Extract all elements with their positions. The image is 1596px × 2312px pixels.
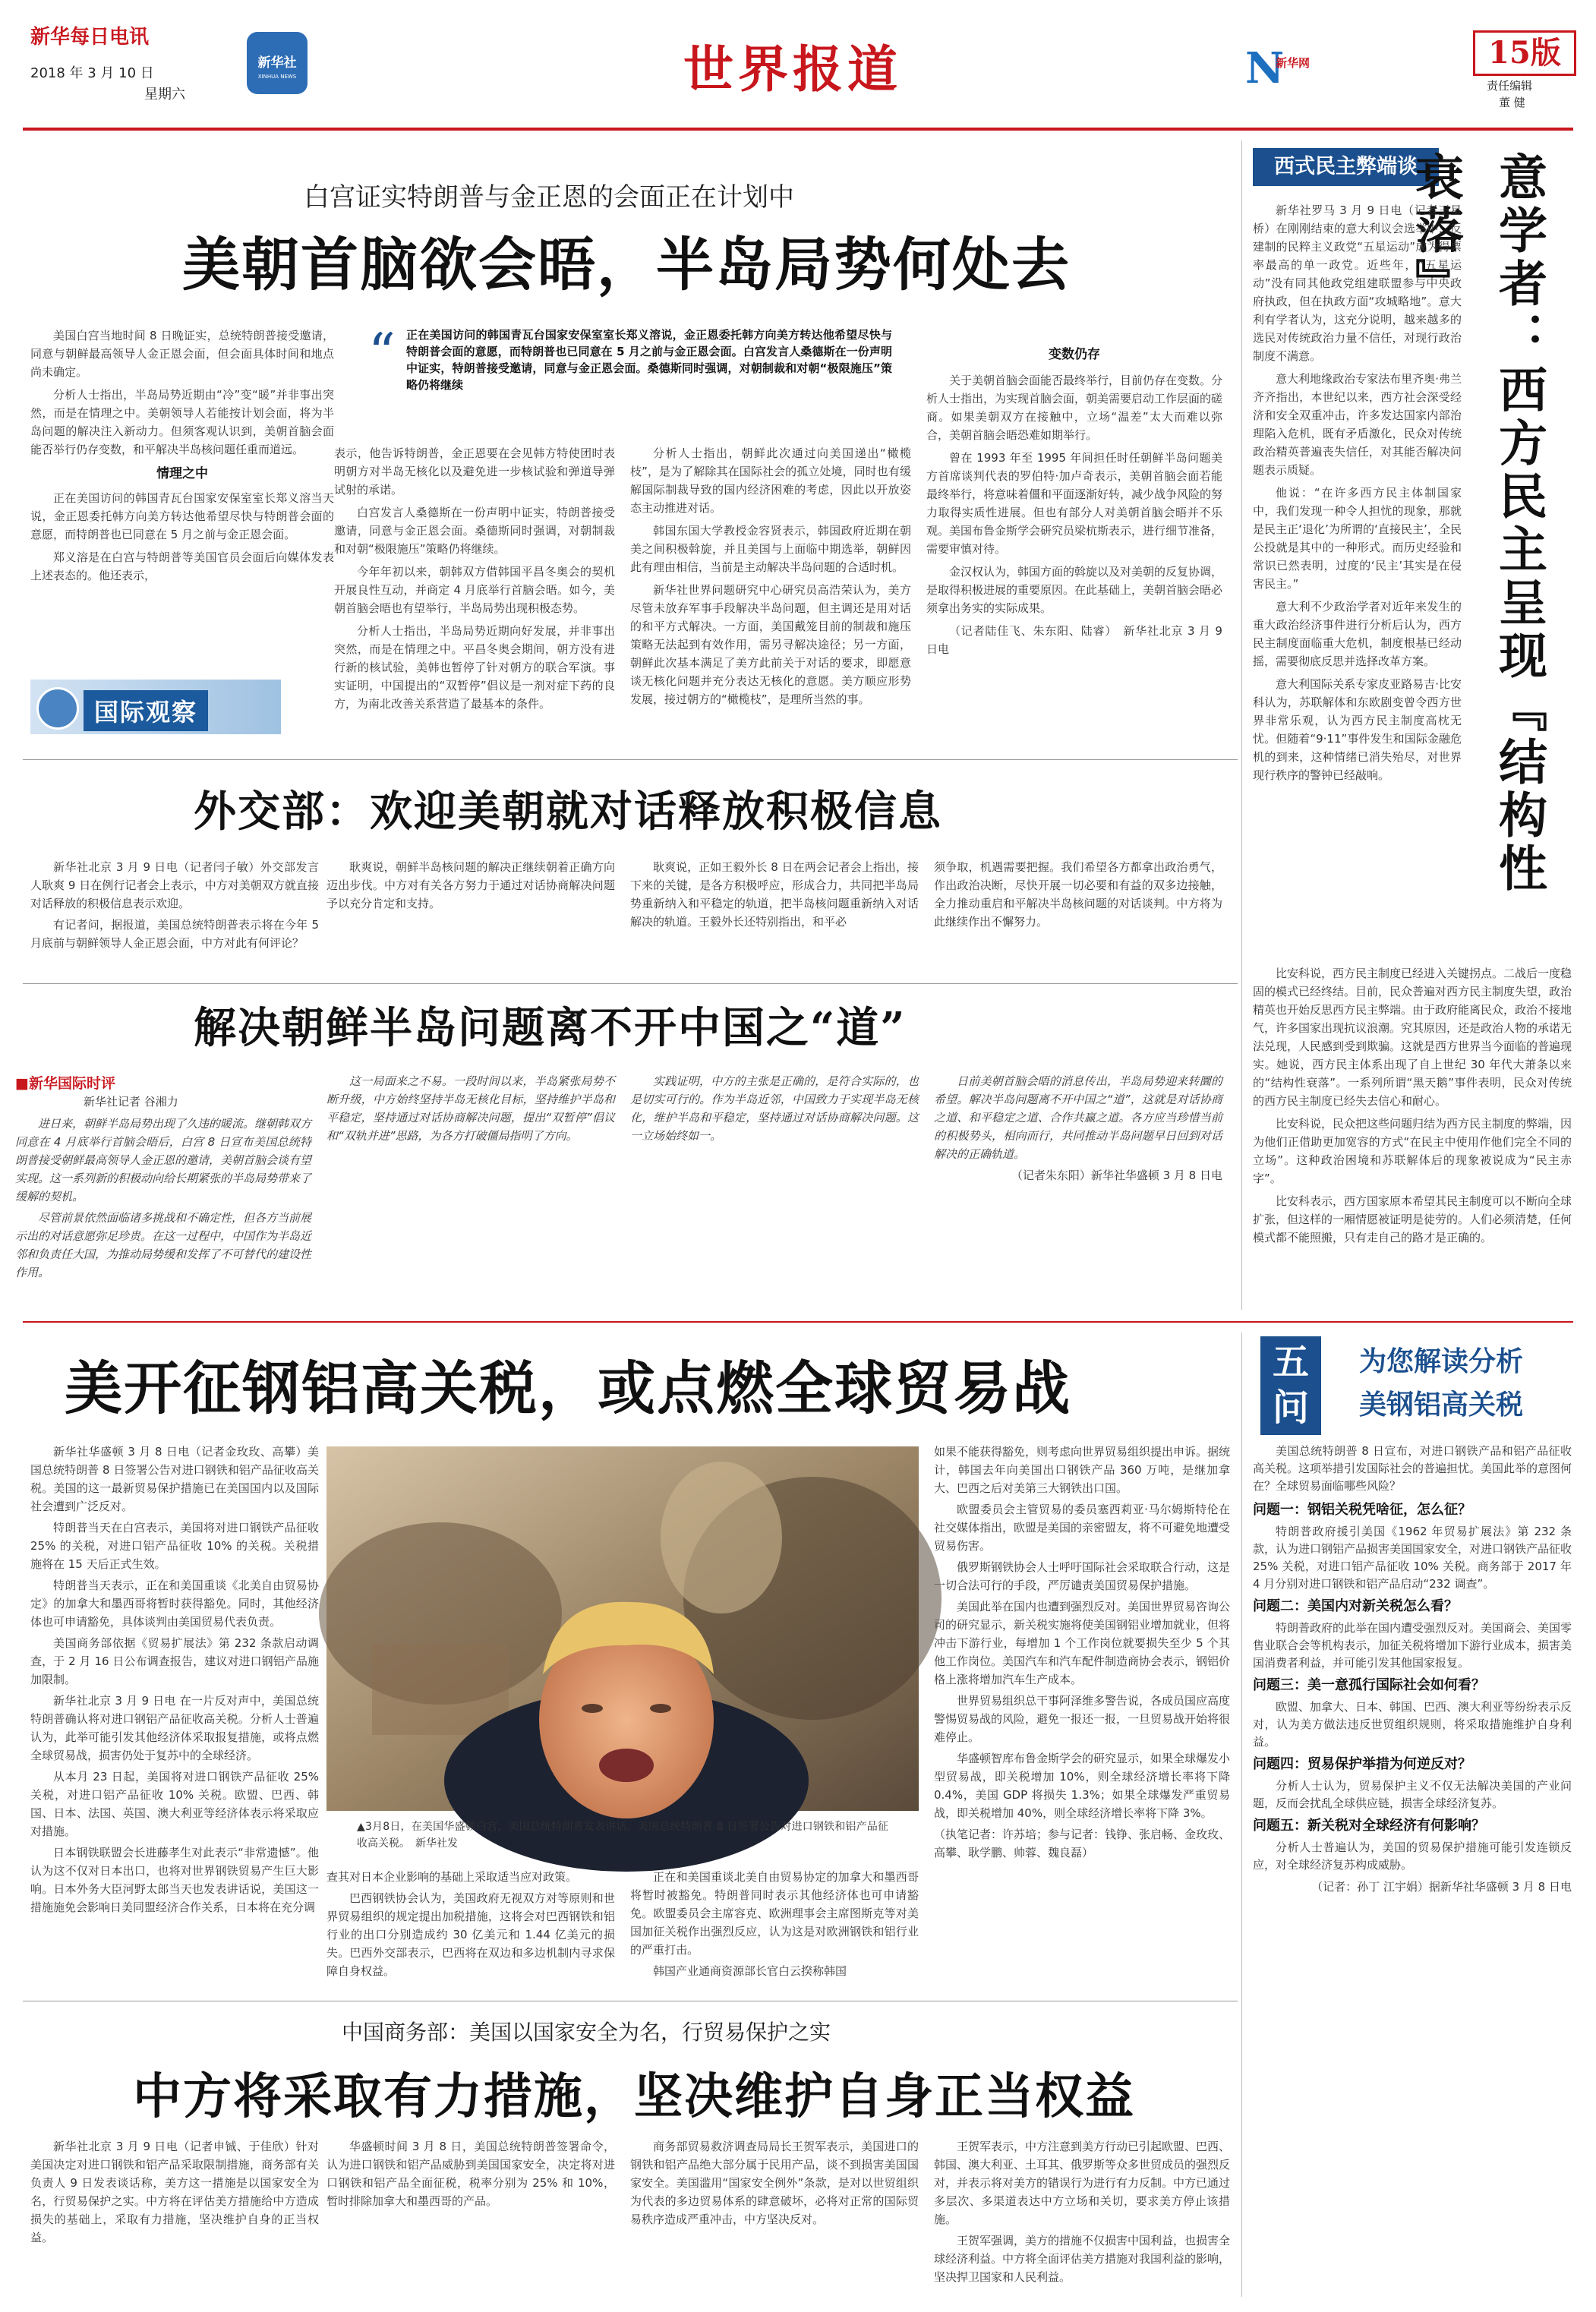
story3-byline: 新华社记者 谷湘力 — [84, 1095, 178, 1109]
xinhua-app-logo-cn: 新华社 — [257, 55, 297, 71]
story5-col4 — [934, 2137, 1230, 2301]
sidebar-label: 西式民主弊端谈 — [1253, 148, 1439, 186]
story1-quote-box — [368, 322, 892, 440]
story4-col1-p3: 特朗普当天表示，正在和美国重谈《北美自由贸易协定》的加拿大和墨西哥将暂时获得豁免。同时，其他经济体也可申请豁免，具体谈判由美国贸易代表负责。 — [30, 1579, 319, 1629]
story5-col2 — [326, 2137, 615, 2301]
story1-col1-p1: 美国白宫当地时间 8 日晚证实，总统特朗普接受邀请，同意与朝鲜最高领导人金正恩会面，但会面具体时间和地点尚未确定。 — [30, 329, 334, 379]
story3-column-label: ■新华国际时评 — [15, 1075, 115, 1092]
story3-p5: 日前美朝首脑会晤的消息传出，半岛局势迎来转圜的希望。解决半岛问题离不开中国之“道”，这就是对话协商之道、和平稳定之道、合作共赢之道。各方应当珍惜当前的积极势头，相向而行，共同推动半岛问题早日回到对话解决的正确轨道。 — [934, 1074, 1222, 1161]
story4-col2-p1: 查其对日本企业影响的基础上采取适当应对政策。 — [326, 1870, 578, 1884]
five-q-divider — [1241, 1333, 1242, 2297]
story1-col2 — [334, 444, 615, 744]
story1-col3-p3: 新华社世界问题研究中心研究员高浩荣认为，美方尽管未放弃军事手段解决半岛问题，但主调还是用对话的和平方式解决。一方面，美国戴笼目前的制裁和施压策略无法起到有效作用，需另寻解决途径；另一方面，朝鲜此次基本满足了美方此前关于对话的要求，即愿意谈无核化问题并充分表达无核化的意愿。美方顺应形势发展，接过朝方的“橄榄枝”，是理所当然的事。 — [630, 583, 911, 706]
story5-kicker: 中国商务部：美国以国家安全为名，行贸易保护之实 — [342, 2020, 831, 2045]
five-q-title-line2: 美钢铝高关税 — [1359, 1389, 1524, 1421]
story4-col4-p5: 世界贸易组织总干事阿泽维多警告说，各成员国应高度警惕贸易战的风险，避免一报还一报，一旦贸易战开始将很难停止。 — [934, 1694, 1231, 1744]
sidebar-p6: 比安科说，西方民主制度已经进入关键拐点。二战后一度稳固的模式已经终结。目前，民众普遍对西方民主制度失望，政治精英也开始反思西方民主弊端。由于政府能离民众，政治不接地气，许多国家出现抗议浪潮。究其原因，还是政治人物的承诺无法兑现，人民感到受到欺骗。这就是西方世界当今面临的普遍现实。她说，西方民主体系出现了自上世纪 30 年代大萧条以来的“结构性衰落”。一系列所谓“黑天鹅”事件表明，民众对传统的西方民主制度已经失去信心和耐心。 — [1253, 967, 1572, 1108]
five-q-title-line1: 为您解读分析 — [1359, 1345, 1524, 1377]
five-q-intro: 美国总统特朗普 8 日宣布，对进口钢铁产品和铝产品征收高关税。这项举措引发国际社会的普遍担忧。美国此举的意图何在？全球贸易面临哪些风险？ — [1253, 1444, 1572, 1493]
story2-p5: 须争取，机遇需要把握。我们希望各方都拿出政治勇气，作出政治决断，尽快开展一切必要和有益的双多边接触，全力推动重启和平解决半岛核问题的对话谈判。中方将为此继续作出不懈努力。 — [934, 860, 1222, 929]
story3-p1: 进日来，朝鲜半岛局势出现了久违的暖流。继朝韩双方同意在 4 月底举行首脑会晤后，白宫 8 日宣布美国总统特朗普接受朝鲜最高领导人金正恩的邀请，美朝首脑会谈有望实现。这一系列新的积极动向给长期紧张的半岛局势带来了缓解的契机。 — [15, 1117, 312, 1203]
story1-col4-p3: 金汉权认为，韩国方面的斡旋以及对美朝的反复协调，是取得积极进展的重要原因。在此基础上，美朝首脑会晤必须拿出务实的实际成果。 — [926, 565, 1223, 615]
story4-headline: 美开征钢铝高关税，或点燃全球贸易战 — [65, 1355, 1071, 1422]
story4-col4-p2: 欧盟委员会主管贸易的委员塞西莉亚·马尔姆斯特伦在社交媒体指出，欧盟是美国的亲密盟友，将不可避免地遭受贸易伤害。 — [934, 1503, 1231, 1553]
story1-subhead-1: 情理之中 — [156, 466, 208, 481]
story5-col1 — [30, 2137, 319, 2301]
xinhua-net-n-icon: N — [1245, 43, 1285, 93]
story1-col2-p3: 今年年初以来，朝韩双方借韩国平昌冬奥会的契机开展良性互动，并商定 4 月底举行首脑会晤。如今，美朝首脑会晤也有望举行，半岛局势出现积极态势。 — [334, 565, 615, 615]
story1-col2-p2: 白宫发言人桑德斯在一份声明中证实，特朗普接受邀请，同意与金正恩会面。桑德斯同时强调，对朝制裁和对朝“极限施压”策略仍将继续。 — [334, 506, 615, 556]
five-q-badge-top: 五 — [1272, 1341, 1309, 1383]
xinhua-app-logo-en: XINHUA NEWS — [257, 74, 297, 80]
story4-credit: （执笔记者：许苏培；参与记者：钱铮、张启畅、金玫玫、高攀、耿学鹏、帅蓉、魏良磊） — [934, 1828, 1231, 1859]
rule-middle — [23, 1321, 1573, 1323]
story3-col4 — [934, 1072, 1222, 1307]
five-q-a5: 分析人士普遍认为，美国的贸易保护措施可能引发连锁反应，对全球经济复苏构成威胁。 — [1253, 1840, 1572, 1872]
story1-col4-p2: 曾在 1993 年至 1995 年间担任时任朝鲜半岛问题美方首席谈判代表的罗伯特·加卢奇表示，美朝首脑会面若能最终举行，将意味着僵和平面逐渐好转，减少战争风险的努力取得实质性进展。但也有部分人对美朝首脑会晤并不乐观。美国布鲁金斯学会研究员梁杭斯表示，进行细节准备，需要审慎对待。 — [926, 451, 1223, 556]
international-observe-banner — [30, 680, 281, 734]
story5-p1: 新华社北京 3 月 9 日电（记者申铖、于佳欣）针对美国决定对进口钢铁和铝产品采取限制措施，商务部有关负责人 9 日发表谈话称，美方这一措施是以国家安全为名，行贸易保护之实。中方将在评估美方措施给中方造成损失的基础上，采取有力措施，坚决维护自身的正当权益。 — [30, 2140, 319, 2244]
rule-story2-bottom — [23, 983, 1238, 984]
story2-headline: 外交部：欢迎美朝就对话释放积极信息 — [194, 787, 942, 837]
editor-label: 责任编辑 — [1487, 79, 1533, 93]
international-observe-label: 国际观察 — [84, 690, 208, 731]
trump-photo-illustration — [326, 1446, 919, 1811]
story5-col3 — [630, 2137, 919, 2301]
story1-col3-p1: 分析人士指出，朝鲜此次通过向美国递出“橄榄枝”，是为了解除其在国际社会的孤立处境，同时也有缓解国际制裁导致的国内经济困难的考虑，因此以开放姿态主动推进对话。 — [630, 446, 911, 515]
story3-col3 — [630, 1072, 919, 1307]
story4-col1-p5: 新华社北京 3 月 9 日电 在一片反对声中，美国总统特朗普确认将对进口钢铝产品征收高关税。分析人士普遍认为，此举可能引发其他经济体采取报复措施，或将点燃全球贸易战，损害仍处于复苏中的全球经济。 — [30, 1694, 319, 1762]
story3-p2: 尽管前景依然面临诸多挑战和不确定性，但各方当前展示出的对话意愿弥足珍贵。在这一过程中，中国作为半岛近邻和负责任大国，为推动局势缓和发挥了不可替代的建设性作用。 — [15, 1211, 312, 1279]
masthead — [0, 0, 1596, 137]
sidebar-divider — [1241, 140, 1242, 1310]
story1-col1-p4: 郑义溶是在白宫与特朗普等美国官员会面后向媒体发表上述表态的。他还表示， — [30, 550, 334, 582]
story2-col2 — [326, 858, 615, 968]
story4-col1-p7: 日本钢铁联盟会长进藤孝生对此表示“非常遗憾”。他认为这不仅对日本出口，也将对世界钢铁贸易产生巨大影响。日本外务大臣河野太郎当天也发表讲话说，美国这一措施施免会影响日美同盟经济合作关系，日本将在充分调 — [30, 1846, 319, 1914]
story1-col2-p1: 表示，他告诉特朗普，金正恩要在会见韩方特使团时表明朝方对半岛无核化以及避免进一步核试验和弹道导弹试射的承诺。 — [334, 446, 615, 497]
story3-headline: 解决朝鲜半岛问题离不开中国之“道” — [194, 1003, 907, 1053]
story2-col1 — [30, 858, 319, 968]
section-title: 世界报道 — [683, 39, 902, 99]
story4-col1-p2: 特朗普当天在白宫表示，美国将对进口钢铁产品征收 25% 的关税，对进口铝产品征收 10% 的关税。关税措施将在 15 天后正式生效。 — [30, 1521, 319, 1571]
story1-col1-p3: 正在美国访问的韩国青瓦台国家安保室室长郑义溶当天说，金正恩委托韩方向美方转达他希望尽快与特朗普会面的意愿，而特朗普也已同意在 5 月之前与金正恩会面。 — [30, 491, 334, 541]
story4-col3 — [630, 1868, 919, 1989]
story5-p3: 商务部贸易救济调查局局长王贺军表示，美国进口的钢铁和铝产品绝大部分属于民用产品，谈不到损害美国国家安全。美国滥用“国家安全例外”条款，是对以世贸组织为代表的多边贸易体系的肆意破坏，必将对正常的国际贸易秩序造成严重冲击，中方坚决反对。 — [630, 2140, 919, 2226]
sidebar-p1: 新华社罗马 3 月 9 日电（记者王星桥）在刚刚结束的意大利议会选举中，反建制的民粹主义政党“五星运动”成为得票率最高的单一政党。近些年，“五星运动”没有同其他政党组建联盟参与中央政府执政，但在执政方面“攻城略地”。意大利有学者认为，这充分说明，越来越多的选民对传统政治力量不信任，对现行政治制度不满意。 — [1253, 203, 1462, 363]
story1-kicker: 白宫证实特朗普与金正恩的会面正在计划中 — [304, 182, 794, 213]
five-q-badge-bottom: 问 — [1272, 1386, 1309, 1429]
story1-col2-p4: 分析人士指出，半岛局势近期向好发展，并非事出突然，而是在情理之中。平昌冬奥会期间，朝方没有进行新的核试验，美韩也暂停了针对朝方的联合军演。事实证明，中国提出的“双暂停”倡议是一剂对症下药的良方，为南北改善关系营造了最基本的条件。 — [334, 624, 615, 711]
story1-subhead-2: 变数仍存 — [1049, 347, 1100, 362]
paper-name: 新华每日电讯 — [30, 26, 150, 49]
issue-weekday: 星期六 — [144, 87, 185, 103]
xinhua-net-logo-text: 新华网 — [1276, 56, 1311, 70]
masthead-rule — [23, 128, 1573, 131]
story5-p2: 华盛顿时间 3 月 8 日，美国总统特朗普签署命令，认为进口钢铁和铝产品威胁到美国国家安全，决定将对进口钢铁和铝产品全面征税，税率分别为 25% 和 10%，暂时排除加拿大和墨西哥的产品。 — [326, 2140, 615, 2208]
five-q-q2: 问题二：美国内对新关税怎么看？ — [1253, 1598, 1458, 1614]
story4-col2-p2: 巴西钢铁协会认为，美国政府无视双方对等原则和世界贸易组织的规定提出加税措施，这将会对巴西钢铁和铝行业的出口分别造成约 30 亿美元和 1.44 亿美元的损失。巴西外交部表示，巴西将在双边和多边机制内寻求保障自身权益。 — [326, 1891, 615, 1978]
five-q-a2: 特朗普政府的此举在国内遭受强烈反对。美国商会、美国零售业联合会等机构表示，加征关税将增加下游行业成本，损害美国消费者利益，并可能引发其他国家报复。 — [1253, 1621, 1572, 1670]
five-q-q4: 问题四：贸易保护举措为何逆反对？ — [1253, 1756, 1471, 1772]
xinhua-app-logo — [247, 32, 308, 94]
page-number-box — [1473, 30, 1576, 76]
story2-col3 — [630, 858, 919, 968]
story1-col3-p2: 韩国东国大学教授金容贤表示，韩国政府近期在朝美之间积极斡旋，并且美国与上面临中期选举，朝鲜因此有理由相信，当前是主动解决半岛问题的合适时机。 — [630, 524, 911, 574]
five-q-q3: 问题三：美一意孤行国际社会如何看？ — [1253, 1677, 1485, 1693]
quote-mark-icon: “ — [368, 322, 396, 384]
five-q-a3: 欧盟、加拿大、日本、韩国、巴西、澳大利亚等纷纷表示反对，认为美方做法违反世贸组织规则，将采取措施维护自身利益。 — [1253, 1700, 1572, 1749]
story1-col4 — [926, 345, 1222, 744]
story3-p3: 这一局面来之不易。一段时间以来，半岛紧张局势不断升级，中方始终坚持半岛无核化目标，坚持维护半岛和平稳定，坚持通过对话协商解决问题，提出“双暂停”倡议和“双轨并进”思路，为各方打破僵局指明了方向。 — [326, 1074, 615, 1143]
story3-col2 — [326, 1072, 615, 1307]
story2-p2: 有记者问，据报道，美国总统特朗普表示将在今年 5 月底前与朝鲜领导人金正恩会面，中方对此有何评论？ — [30, 918, 319, 950]
five-q-q1: 问题一：钢铝关税凭啥征，怎么征？ — [1253, 1502, 1471, 1518]
story1-col4-p1: 关于美朝首脑会面能否最终举行，目前仍存在变数。分析人士指出，为实现首脑会面，朝美需要启动工作层面的磋商。如果美朝双方在接触中，立场“温差”太大而难以弥合，美朝首脑会晤恐难如期举行。 — [926, 374, 1223, 442]
story1-credit-line — [926, 622, 1222, 658]
story5-p4: 王贺军表示，中方注意到美方行动已引起欧盟、巴西、韩国、澳大利亚、土耳其、俄罗斯等众多世贸成员的强烈反对，并表示将对美方的错误行为进行有力反制。中方已通过多层次、多渠道表达中方立场和关切，要求美方停止该措施。 — [934, 2140, 1231, 2226]
story1-col1 — [30, 326, 334, 668]
story1-col1-p2: 分析人士指出，半岛局势近期由“冷”变“暖”并非事出突然，而是在情理之中。美朝领导人若能按计划会面，将为半岛问题的解决注入新动力。但须客观认识到，美朝首脑会面能否举行仍存变数，和平解决半岛核问题任重而道远。 — [30, 388, 334, 456]
story1-col3 — [630, 444, 911, 744]
story4-col4-p4: 美国此举在国内也遭到强烈反对。美国世界贸易咨询公司的研究显示，新关税实施将使美国钢铝业增加就业，但将冲击下游行业，每增加 1 个工作岗位就要损失至少 5 个其他工作岗位。美国汽车和汽车配件制造商协会表示，钢铝价格上涨将增加汽车生产成本。 — [934, 1600, 1231, 1686]
story4-col4-p1: 如果不能获得豁免，则考虑向世界贸易组织提出申诉。据统计，韩国去年向美国出口钢铁产品 360 万吨，是继加拿大、巴西之后对美第三大钢铁出口国。 — [934, 1445, 1231, 1495]
rule-story1-bottom — [23, 759, 1238, 760]
story4-col1 — [30, 1443, 319, 1989]
editor-name: 董 健 — [1499, 96, 1525, 109]
story4-col1-p1: 新华社华盛顿 3 月 8 日电（记者金玫玫、高攀）美国总统特朗普 8 日签署公告对进口钢铁和铝产品征收高关税。美国的这一最新贸易保护措施已在美国国内以及国际社会遭到广泛反对。 — [30, 1445, 319, 1513]
story4-col2 — [326, 1868, 615, 1989]
page-number: 15版 — [1488, 35, 1561, 71]
story4-col3-p2: 韩国产业通商资源部长官白云揆称韩国 — [653, 1964, 847, 1978]
story4-col4-p3: 俄罗斯钢铁协会人士呼吁国际社会采取联合行动，这是一切合法可行的手段，严厉谴责美国贸易保护措施。 — [934, 1560, 1231, 1592]
story3-credit: （记者朱东阳）新华社华盛顿 3 月 8 日电 — [1011, 1169, 1222, 1182]
trump-photo — [326, 1446, 919, 1811]
sidebar-p3: 他说：“在许多西方民主体制国家中，我们发现一种令人担忧的现象，那就是民主正‘退化’为所谓的‘直接民主’，全民公投就是其中的一种形式。而历史经验和常识已然表明，过度的‘民主’其实是在侵害民主。” — [1253, 486, 1462, 591]
story4-col4 — [934, 1443, 1230, 1989]
sidebar-p4: 意大利不少政治学者对近年来发生的重大政治经济事件进行分析后认为，西方民主制度面临重大危机，制度根基已经动摇，需要彻底反思并选择改革方案。 — [1253, 600, 1462, 668]
story4-col1-p4: 美国商务部依据《贸易扩展法》第 232 条款启动调查，于 2 月 16 日公布调查报告，建议对进口钢铝产品施加限制。 — [30, 1636, 319, 1686]
globe-icon — [36, 687, 79, 730]
five-q-q5: 问题五：新关税对全球经济有何影响？ — [1253, 1818, 1485, 1834]
story4-col1-p6: 从本月 23 日起，美国将对进口钢铁产品征收 25% 关税，对进口铝产品征收 10% 关税。欧盟、巴西、韩国、日本、法国、英国、澳大利亚等经济体表示将采取应对措施。 — [30, 1770, 319, 1838]
story1-headline: 美朝首脑欲会晤，半岛局势何处去 — [182, 231, 1071, 298]
sidebar-top-column — [1253, 201, 1462, 960]
sidebar-p2: 意大利地缘政治专家法布里齐奥·弗兰齐齐指出，本世纪以来，西方社会深受经济和安全双重冲击，许多发达国家内部治理陷入危机，既有矛盾激化，民众对传统政治精英普遍丧失信任，对其能否解决问题表示质疑。 — [1253, 372, 1462, 477]
five-q-a1: 特朗普政府援引美国《1962 年贸易扩展法》第 232 条款，认为进口钢铝产品损害美国国家安全，对进口钢铁产品征收 25% 关税，对进口铝产品征收 10% 关税。商务部于 2017 年 4 月分别对进口钢铁和铝产品启动“232 调查”。 — [1253, 1525, 1572, 1591]
xinhua-net-logo — [1245, 43, 1321, 93]
story2-p1: 新华社北京 3 月 9 日电（记者闫子敏）外交部发言人耿爽 9 日在例行记者会上表示，中方对美朝双方就直接对话释放的积极信息表示欢迎。 — [30, 860, 319, 910]
sidebar-p8: 比安科表示，西方国家原本希望其民主制度可以不断向全球扩张，但这样的一厢情愿被证明是徒劳的。人们必须清楚，任何模式都不能照搬，只有走自己的路才是正确的。 — [1253, 1194, 1572, 1244]
five-q-a4: 分析人士认为，贸易保护主义不仅无法解决美国的产业问题，反而会扰乱全球供应链，损害全球经济复苏。 — [1253, 1779, 1572, 1810]
story1-dateline: 新华社北京 3 月 9 日电 — [926, 624, 1222, 656]
story3-p4: 实践证明，中方的主张是正确的，是符合实际的，也是切实可行的。作为半岛近邻，中国致力于实现半岛无核化，维护半岛和平稳定，坚持通过对话协商解决问题。这一立场始终如一。 — [630, 1074, 919, 1143]
sidebar-vertical-headline: 意学者：西方民主呈现『结构性衰落』 — [1407, 152, 1547, 896]
story2-p4: 耿爽说，正如王毅外长 8 日在两会记者会上指出，接下来的关键，是各方积极呼应，形成合力，共同把半岛局势重新纳入和平稳定的轨道，把半岛核问题重新纳入对话解决的轨道。王毅外长还特别指出，和平必 — [630, 860, 919, 929]
story1-quote: 正在美国访问的韩国青瓦台国家安保室室长郑义溶说，金正恩委托韩方向美方转达他希望尽快与特朗普会面的意愿，而特朗普也已同意在 5 月之前与金正恩会面。白宫发言人桑德斯在一份声明中证实，特朗普接受邀请，同意与金正恩会面。桑德斯同时强调，对朝制裁和对朝“极限施压”策略仍将继续 — [406, 328, 892, 392]
sidebar-p7: 比安科说，民众把这些问题归结为西方民主制度的弊端，因为他们正借助更加宽容的方式“在民主中使用作他们完全不同的立场”。这种政治困境和苏联解体后的现象被说成为“民主赤字”。 — [1253, 1117, 1572, 1185]
sidebar-p5: 意大利国际关系专家皮亚路易吉·比安科认为，苏联解体和东欧剧变曾令西方世界非常乐观，认为西方民主制度高枕无忧。但随着“9·11”事件发生和国际金融危机的到来，这种情绪已消失殆尽，对世界现行秩序的警钟已经敲响。 — [1253, 677, 1462, 782]
story2-p3: 耿爽说，朝鲜半岛核问题的解决正继续朝着正确方向迈出步伐。中方对有关各方努力于通过对话协商解决问题予以充分肯定和支持。 — [326, 860, 615, 910]
story5-p5: 王贺军强调，美方的措施不仅损害中国利益，也损害全球经济利益。中方将全面评估美方措施对我国利益的影响，坚决捍卫国家和人民利益。 — [934, 2234, 1231, 2284]
five-q-credit: （记者：孙丁 江宇娟）据新华社华盛顿 3 月 8 日电 — [1311, 1880, 1572, 1894]
story1-credit: （记者陆佳飞、朱东阳、陆睿） — [949, 624, 1112, 638]
five-q-badge — [1260, 1336, 1321, 1435]
sidebar-bottom-column — [1253, 964, 1572, 1310]
story4-col4-p6: 华盛顿智库布鲁金斯学会的研究显示，如果全球爆发小型贸易战，即关税增加 10%，则全球经济增长率将下降 0.4%，美国 GDP 将损失 1.3%；如果全球爆发严重贸易战，即关税增加 40%，则全球经济增长率将下降 3%。 — [934, 1752, 1231, 1820]
story5-headline: 中方将采取有力措施，坚决维护自身正当权益 — [133, 2068, 1135, 2125]
story3-col1 — [15, 1115, 311, 1308]
issue-date: 2018 年 3 月 10 日 — [30, 65, 154, 81]
photo-caption: ▲3月8日，在美国华盛顿白宫，美国总统特朗普发表讲话。美国总统特朗普 8 日签署公告对进口钢铁和铝产品征收高关税。 新华社发 — [357, 1821, 888, 1850]
five-q-column — [1253, 1443, 1572, 2297]
story4-col3-p1: 正在和美国重谈北美自由贸易协定的加拿大和墨西哥将暂时被豁免。特朗普同时表示其他经济体也可申请豁免。欧盟委员会主席容克、欧洲理事会主席图斯克等对美国加征关税作出强烈反应，认为这是对欧洲钢铁和铝行业的严重打击。 — [630, 1870, 919, 1957]
story2-col4 — [934, 858, 1222, 968]
